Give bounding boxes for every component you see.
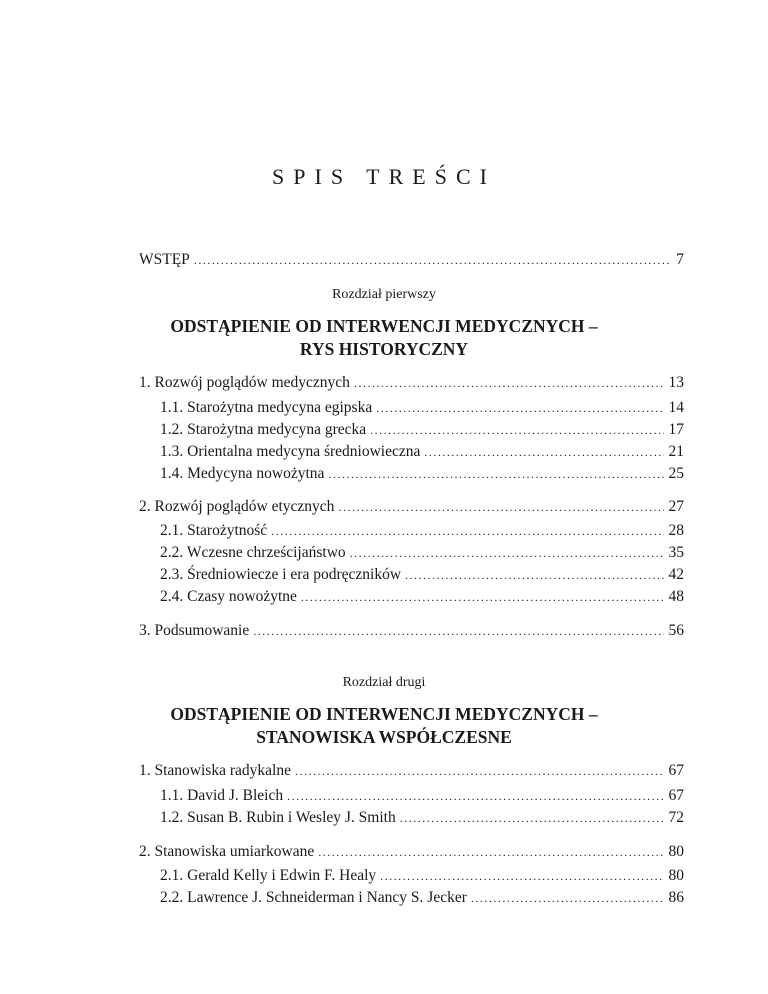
toc-entry-label: 1.2. Starożytna medycyna grecka <box>160 421 367 438</box>
toc-page-number: 80 <box>668 843 684 860</box>
toc-entry-subsection <box>160 542 684 564</box>
toc-page-number: 13 <box>668 374 684 391</box>
dot-leader <box>424 441 663 463</box>
dot-leader <box>370 419 663 441</box>
toc-entry-section <box>139 620 684 642</box>
dot-leader <box>301 586 664 608</box>
toc-page-number: 86 <box>668 889 684 906</box>
toc-page-number: 27 <box>668 498 684 515</box>
toc-entry-subsection <box>160 463 684 485</box>
toc-entry-label: 2.1. Starożytność <box>160 522 268 539</box>
toc-entry-intro <box>139 249 684 271</box>
dot-leader <box>400 807 664 829</box>
toc-page-number: 7 <box>676 251 684 268</box>
dot-leader <box>350 542 664 564</box>
toc-entry-label: 1.1. Starożytna medycyna egipska <box>160 399 373 416</box>
chapter-title-line1: ODSTĄPIENIE OD INTERWENCJI MEDYCZNYCH – <box>170 316 598 336</box>
toc-page-number: 67 <box>668 762 684 779</box>
toc-entry-section <box>139 372 684 394</box>
toc-entry-label: 2.3. Średniowiecze i era podręczników <box>160 566 402 583</box>
dot-leader <box>471 887 664 909</box>
toc-entry-label: 2. Rozwój poglądów etycznych <box>139 498 335 515</box>
toc-page-number: 67 <box>668 787 684 804</box>
toc-entry-label: 2. Stanowiska umiarkowane <box>139 843 315 860</box>
chapter-label: Rozdział pierwszy <box>332 287 436 302</box>
dot-leader <box>376 397 663 419</box>
toc-entry-label: WSTĘP <box>139 251 190 268</box>
dot-leader <box>295 760 664 782</box>
toc-title: SPIS TREŚCI <box>272 164 496 189</box>
toc-entry-label: 1.2. Susan B. Rubin i Wesley J. Smith <box>160 809 396 826</box>
toc-entry-subsection <box>160 564 684 586</box>
toc-entry-subsection <box>160 520 684 542</box>
toc-page-number: 28 <box>668 522 684 539</box>
toc-entry-subsection <box>160 865 684 887</box>
toc-entry-section <box>139 841 684 863</box>
toc-entry-subsection <box>160 887 684 909</box>
toc-entry-label: 2.1. Gerald Kelly i Edwin F. Healy <box>160 867 377 884</box>
toc-page-number: 21 <box>668 443 684 460</box>
toc-entry-label: 3. Podsumowanie <box>139 622 250 639</box>
toc-entry-label: 1.3. Orientalna medycyna średniowieczna <box>160 443 421 460</box>
toc-page-number: 35 <box>668 544 684 561</box>
chapter-label: Rozdział drugi <box>342 675 426 690</box>
dot-leader <box>194 249 671 271</box>
toc-entry-subsection <box>160 397 684 419</box>
toc-entry-subsection <box>160 586 684 608</box>
toc-page-number: 14 <box>668 399 684 416</box>
dot-leader <box>253 620 663 642</box>
toc-page-number: 48 <box>668 588 684 605</box>
chapter-title-line2: RYS HISTORYCZNY <box>299 339 469 359</box>
toc-entry-label: 2.4. Czasy nowożytne <box>160 588 297 605</box>
dot-leader <box>287 785 663 807</box>
toc-entry-subsection <box>160 419 684 441</box>
toc-entry-label: 1. Rozwój poglądów medycznych <box>139 374 350 391</box>
toc-entry-section <box>139 496 684 518</box>
toc-entry-subsection <box>160 785 684 807</box>
toc-entry-subsection <box>160 807 684 829</box>
toc-page-number: 17 <box>668 421 684 438</box>
toc-entry-label: 1.4. Medycyna nowożytna <box>160 465 325 482</box>
toc-entry-label: 2.2. Wczesne chrześcijaństwo <box>160 544 346 561</box>
toc-entry-label: 1.1. David J. Bleich <box>160 787 284 804</box>
dot-leader <box>405 564 663 586</box>
dot-leader <box>328 463 663 485</box>
toc-page-number: 25 <box>668 465 684 482</box>
toc-page-number: 42 <box>668 566 684 583</box>
toc-entry-label: 1. Stanowiska radykalne <box>139 762 291 779</box>
dot-leader <box>338 496 663 518</box>
dot-leader <box>271 520 663 542</box>
toc-page-number: 72 <box>668 809 684 826</box>
toc-page-number: 56 <box>668 622 684 639</box>
toc-entry-section <box>139 760 684 782</box>
toc-entry-label: 2.2. Lawrence J. Schneiderman i Nancy S. Jecker <box>160 889 467 906</box>
dot-leader <box>318 841 663 863</box>
dot-leader <box>354 372 664 394</box>
toc-page-number: 80 <box>668 867 684 884</box>
chapter-title-line2: STANOWISKA WSPÓŁCZESNE <box>256 727 512 747</box>
dot-leader <box>380 865 663 887</box>
toc-entry-subsection <box>160 441 684 463</box>
chapter-title-line1: ODSTĄPIENIE OD INTERWENCJI MEDYCZNYCH – <box>170 704 598 724</box>
